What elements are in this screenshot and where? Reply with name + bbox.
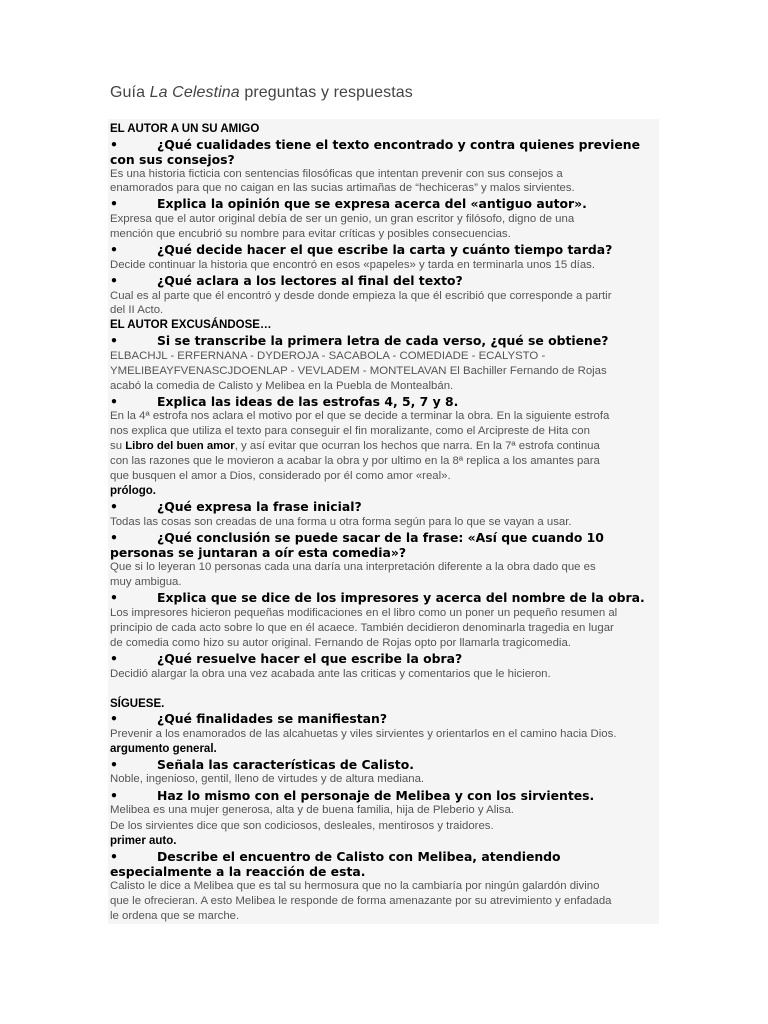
answer-line: que le ofrecieran. A esto Melibea le responde de forma amenazante por su atrevimiento y enfadada <box>110 895 612 907</box>
section-heading: primer auto. <box>110 835 177 847</box>
answer-line: su Libro del buen amor, y así evitar que ocurran los hechos que narra. En la 7ª estrofa continua <box>110 440 600 452</box>
answer-line: Noble, ingenioso, gentil, lleno de virtudes y de altura mediana. <box>110 773 425 785</box>
section-heading: prólogo. <box>110 485 156 497</box>
answer-line: Es una historia ficticia con sentencias filosóficas que intentan prevenir con sus consejos a <box>110 168 563 180</box>
answer-line: Prevenir a los enamorados de las alcahuetas y viles sirvientes y orientarlos en el camino hacia Dios. <box>110 728 617 740</box>
question: • Describe el encuentro de Calisto con Melibea, atendiendo <box>110 849 561 864</box>
section-heading: EL AUTOR A UN SU AMIGO <box>110 123 260 135</box>
answer-line: Melibea es una mujer generosa, alta y de buena familia, hija de Pleberio y Alisa. <box>110 804 514 816</box>
answer-line: Expresa que el autor original debía de ser un genio, un gran escritor y filósofo, digno de una <box>110 213 575 225</box>
section-heading: EL AUTOR EXCUSÁNDOSE… <box>110 319 272 331</box>
answer-line: Todas las cosas son creadas de una forma u otra forma según para lo que se vayan a usar. <box>110 516 572 528</box>
answer-line: Calisto le dice a Melibea que es tal su hermosura que no la cambiaría por ningún galardón divino <box>110 880 600 892</box>
answer-line: de comedia como hizo su autor original. Fernando de Rojas opto por llamarla tragicomedia. <box>110 637 571 649</box>
question: • Explica que se dice de los impresores y acerca del nombre de la obra. <box>110 590 645 605</box>
question: • Explica las ideas de las estrofas 4, 5, 7 y 8. <box>110 394 459 409</box>
answer-line: YMELIBEAYFVENASCJDOENLAP - VEVLADEM - MONTELAVAN El Bachiller Fernando de Rojas <box>110 365 607 377</box>
answer-line: con las razones que le movieron a acabar la obra y por ultimo en la 8ª replica a los amantes para <box>110 455 600 467</box>
answer-line: De los sirvientes dice que son codiciosos, desleales, mentirosos y traidores. <box>110 820 494 832</box>
answer-line: En la 4ª estrofa nos aclara el motivo por el que se decide a terminar la obra. En la siguiente estrofa <box>110 410 610 422</box>
answer-line: le ordena que se marche. <box>110 910 240 922</box>
section-heading: argumento general. <box>110 743 217 755</box>
answer-line: Decidió alargar la obra una vez acabada ante las criticas y comentarios que le hicieron. <box>110 668 551 680</box>
section-heading: SÍGUESE. <box>110 698 165 710</box>
question: • Haz lo mismo con el personaje de Melibea y con los sirvientes. <box>110 788 595 803</box>
page-title: Guía La Celestina preguntas y respuestas <box>110 84 413 101</box>
answer-line: principio de cada acto sobre lo que en él acaece. También decidieron denominarla tragedia en lugar <box>110 622 614 634</box>
question: • Si se transcribe la primera letra de cada verso, ¿qué se obtiene? <box>110 333 609 348</box>
answer-line: mención que encubrió su nombre para evitar críticas y posibles consecuencias. <box>110 228 511 240</box>
question-continuation: especialmente a la reacción de esta. <box>110 864 366 879</box>
answer-line: nos explica que utiliza el texto para conseguir el fin moralizante, como el Arcipreste de Hita con <box>110 425 590 437</box>
answer-line: enamorados para que no caigan en las sucias artimañas de “hechiceras” y malos sirvientes. <box>110 182 575 194</box>
question-continuation: con sus consejos? <box>110 152 235 167</box>
question: • Explica la opinión que se expresa acerca del «antiguo autor». <box>110 196 587 211</box>
question: • ¿Qué finalidades se manifiestan? <box>110 711 388 726</box>
answer-line: muy ambigua. <box>110 576 182 588</box>
question: • ¿Qué resuelve hacer el que escribe la obra? <box>110 651 463 666</box>
book-title: Libro del buen amor <box>125 440 235 452</box>
question: • Señala las características de Calisto. <box>110 757 414 772</box>
answer-line: del II Acto. <box>110 304 164 316</box>
answer-line: que busquen el amor a Dios, considerado por él como amor «real». <box>110 470 451 482</box>
question: • ¿Qué aclara a los lectores al final del texto? <box>110 273 463 288</box>
answer-line: ELBACHJL - ERFERNANA - DYDEROJA - SACABOLA - COMEDIADE - ECALYSTO - <box>110 350 546 362</box>
answer-line: acabó la comedia de Calisto y Melibea en la Puebla de Montealbán. <box>110 380 454 392</box>
answer-line: Decide continuar la historia que encontró en esos «papeles» y tarda en terminarla unos 15 días. <box>110 259 596 271</box>
answer-line: Los impresores hicieron pequeñas modificaciones en el libro como un poner un pequeño resumen al <box>110 607 618 619</box>
question: • ¿Qué decide hacer el que escribe la carta y cuánto tiempo tarda? <box>110 242 613 257</box>
answer-line: Cual es al parte que él encontró y desde donde empieza la que él escribió que corresponde a partir <box>110 290 612 302</box>
question: • ¿Qué cualidades tiene el texto encontrado y contra quienes previene <box>110 137 640 152</box>
question: • ¿Qué conclusión se puede sacar de la frase: «Así que cuando 10 <box>110 530 604 545</box>
question: • ¿Qué expresa la frase inicial? <box>110 499 362 514</box>
answer-line: Que si lo leyeran 10 personas cada una daría una interpretación diferente a la obra dado que es <box>110 561 596 573</box>
question-continuation: personas se juntaran a oír esta comedia»? <box>110 545 407 560</box>
